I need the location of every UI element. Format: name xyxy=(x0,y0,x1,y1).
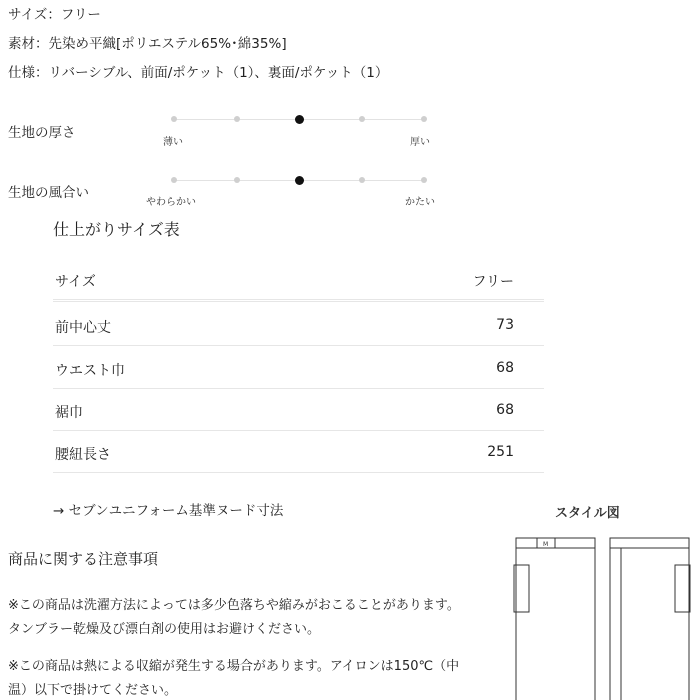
style-figure-title: スタイル図 xyxy=(555,506,620,521)
texture-dot-1 xyxy=(171,177,177,183)
back-apron-outline xyxy=(610,538,689,700)
texture-label: 生地の風合い xyxy=(8,185,89,201)
spec-size: サイズ：フリー xyxy=(8,7,101,23)
table-row xyxy=(53,346,544,389)
texture-dot-2 xyxy=(234,177,240,183)
back-pocket xyxy=(675,565,690,612)
thickness-dot-4 xyxy=(359,116,365,122)
texture-dot-5 xyxy=(421,177,427,183)
row-value: 68 xyxy=(496,360,514,376)
notes-title: 商品に関する注意事項 xyxy=(8,550,159,568)
spec-details: 仕様：リバーシブル、前面/ポケット（1）、裏面/ポケット（1） xyxy=(8,65,389,81)
row-value: 73 xyxy=(496,317,514,333)
size-tag-text: M xyxy=(543,541,549,548)
size-header-value: フリー xyxy=(472,274,514,290)
row-name: ウエスト巾 xyxy=(55,363,125,379)
texture-min-label: やわらかい xyxy=(146,197,196,208)
table-row xyxy=(53,430,544,473)
thickness-dot-1 xyxy=(171,116,177,122)
size-table-header xyxy=(53,257,544,302)
nude-size-link[interactable]: → セブンユニフォーム基準ヌード寸法 xyxy=(53,503,284,519)
front-apron-outline xyxy=(516,538,595,700)
row-value: 251 xyxy=(487,444,514,460)
thickness-max-label: 厚い xyxy=(410,137,430,148)
row-name: 前中心丈 xyxy=(55,320,111,336)
thickness-dot-2 xyxy=(234,116,240,122)
row-name: 腰紐長さ xyxy=(55,447,111,463)
size-table-title: 仕上がりサイズ表 xyxy=(53,220,180,239)
texture-dot-3-selected xyxy=(295,176,304,185)
row-value: 68 xyxy=(496,402,514,418)
thickness-dot-3-selected xyxy=(295,115,304,124)
row-name: 裾巾 xyxy=(55,405,83,421)
thickness-dot-5 xyxy=(421,116,427,122)
apron-style-figure xyxy=(500,530,700,700)
size-header-name: サイズ xyxy=(55,274,96,290)
table-row xyxy=(53,303,544,346)
note-line: タンブラー乾燥及び漂白剤の使用はお避けください。 xyxy=(8,622,321,637)
table-row xyxy=(53,388,544,431)
note-line: 温）以下で掛けてください。 xyxy=(8,683,178,698)
note-line: ※この商品は熱による収縮が発生する場合があります。アイロンは150℃（中 xyxy=(8,659,460,674)
thickness-scale xyxy=(174,119,424,121)
texture-scale xyxy=(174,180,424,182)
thickness-min-label: 薄い xyxy=(163,137,183,148)
texture-max-label: かたい xyxy=(405,197,435,208)
spec-material: 素材：先染め平織[ポリエステル65%･綿35%] xyxy=(8,36,287,52)
thickness-label: 生地の厚さ xyxy=(8,125,76,141)
texture-dot-4 xyxy=(359,177,365,183)
note-line: ※この商品は洗濯方法によっては多少色落ちや縮みがおこることがあります。 xyxy=(8,598,460,613)
